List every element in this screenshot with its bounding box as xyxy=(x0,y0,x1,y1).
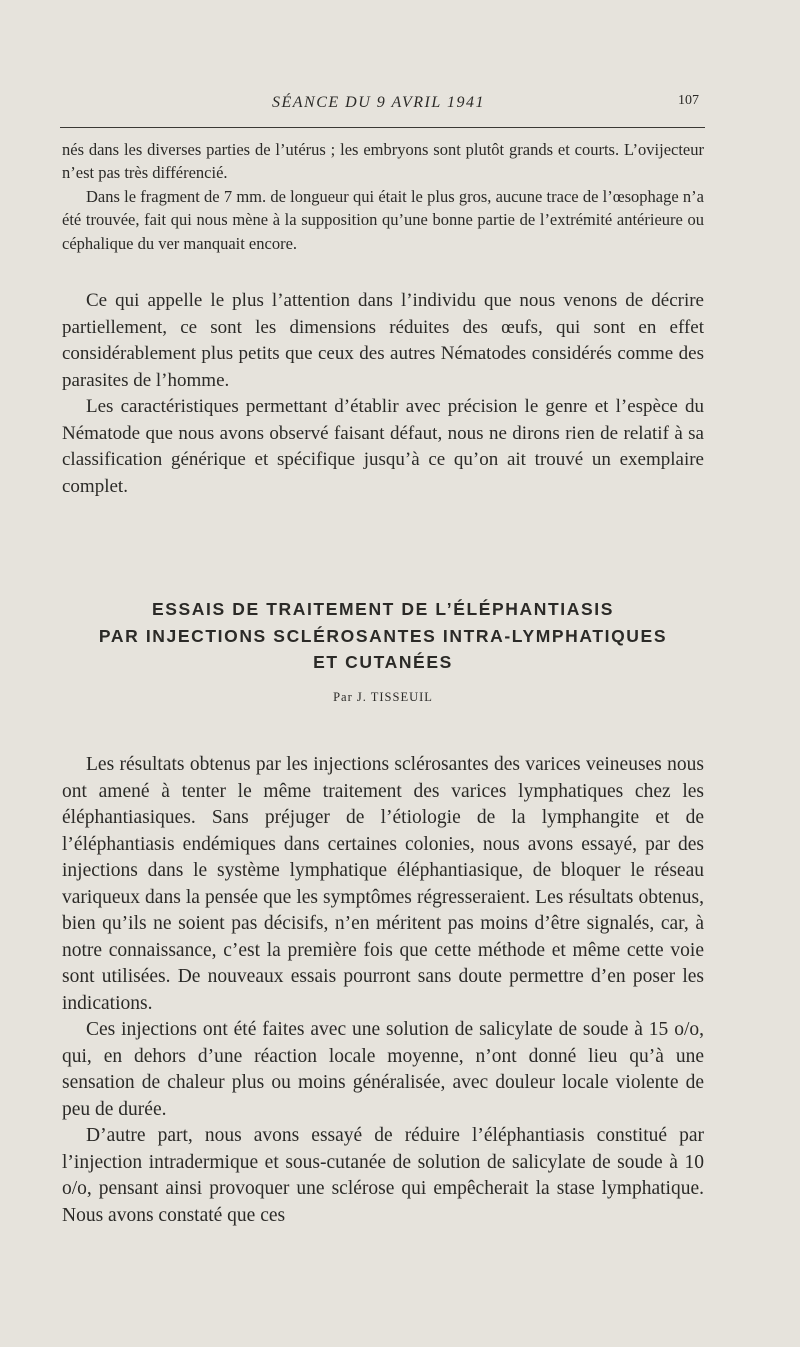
preceding-article-end-small xyxy=(62,138,704,255)
preceding-article-conclusion xyxy=(62,288,704,500)
paragraph: Ces injections ont été faites avec une solution de salicylate de soude à 15 o/o, qui, en dehors d’une réaction locale moyenne, n’ont donné lieu qu’à une sensation de chaleur plus ou moins généralisée, avec douleur locale violente de peu de durée. xyxy=(62,1019,704,1120)
article-byline: Par J. TISSEUIL xyxy=(333,690,433,704)
running-title: SÉANCE DU 9 AVRIL 1941 xyxy=(272,94,485,111)
paragraph-continuation: nés dans les diverses parties de l’utérus ; les embryons sont plutôt grands et courts. L’ovijecteur n’est pas très différencié. xyxy=(62,140,704,183)
paragraph: Ce qui appelle le plus l’attention dans l’individu que nous venons de décrire partiellement, ce sont les dimensions réduites des œufs, qui sont en effet considérablement plus petits que ceux des autres Nématodes considérés comme des parasites de l’homme. xyxy=(62,290,704,391)
paragraph: D’autre part, nous avons essayé de réduire l’éléphantiasis constitué par l’injection intradermique et sous-cutanée de solution de salicylate de soude à 10 o/o, pensant ainsi provoquer une sclérose qui empêcherait la stase lymphatique. Nous avons constaté que ces xyxy=(62,1125,704,1226)
article-title-line: PAR INJECTIONS SCLÉROSANTES INTRA-LYMPHATIQUES xyxy=(98,625,668,646)
page-number: 107 xyxy=(678,93,699,108)
article-title-line: ET CUTANÉES xyxy=(313,652,453,672)
paragraph: Dans le fragment de 7 mm. de longueur qui était le plus gros, aucune trace de l’œsophage n’a été trouvée, fait qui nous mène à la supposition qu’une bonne partie de l’extrémité antérieure ou céphalique du ver manquait encore. xyxy=(62,186,704,253)
article-title xyxy=(62,596,704,676)
paragraph: Les caractéristiques permettant d’établir avec précision le genre et l’espèce du Nématode que nous avons observé faisant défaut, nous ne dirons rien de relatif à sa classification générique et spécifique jusqu’à ce qu’on ait trouvé un exemplaire complet. xyxy=(62,396,704,497)
article-body xyxy=(62,752,704,1229)
running-head xyxy=(0,92,800,116)
paragraph: Les résultats obtenus par les injections sclérosantes des varices veineuses nous ont amené à tenter le même traitement des varices lymphatiques chez les éléphantiasiques. Sans préjuger de l’étiologie de la lymphangite et de l’éléphantiasis endémiques dans certaines colonies, nous avons essayé, par des injections dans le système lymphatique éléphantiasique, de bloquer le réseau variqueux dans la pensée que les symptômes régresseraient. Les résultats obtenus, bien qu’ils ne soient pas décisifs, n’en méritent pas moins d’être signalés, car, à notre connaissance, c’est la première fois que cette méthode et même cette voie sont utilisées. De nouveaux essais pourront sans doute permettre d’en poser les indications. xyxy=(62,754,704,1014)
header-rule xyxy=(60,127,705,128)
article-title-line: ESSAIS DE TRAITEMENT DE L’ÉLÉPHANTIASIS xyxy=(151,599,615,619)
